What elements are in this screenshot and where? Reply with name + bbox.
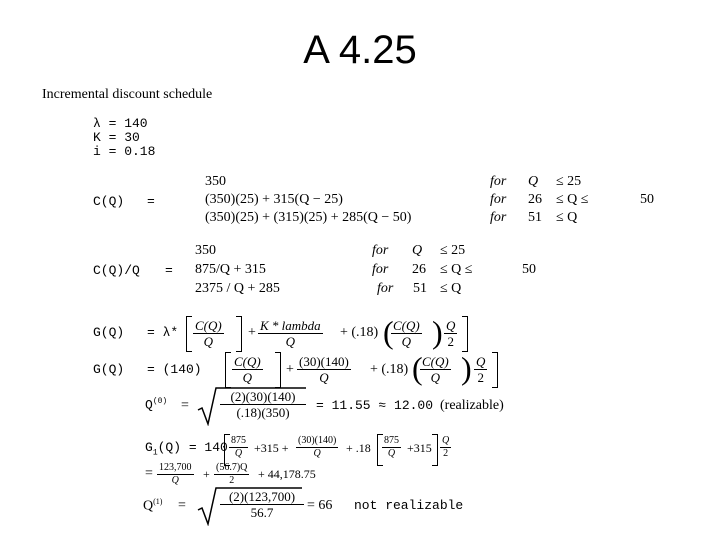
q1-result: = 66 <box>307 498 333 513</box>
g-numeric-frac-4: $\frac{Q}{2}$ <box>476 354 486 385</box>
g1s-eq: = <box>145 466 153 481</box>
cost-row-2-cond: ≤ Q ≤ <box>556 192 589 207</box>
g-general-label: G(Q) <box>93 325 125 340</box>
unit-cost-row-2-cond2: 50 <box>522 262 536 277</box>
cost-row-1-expr: 350 <box>205 174 226 189</box>
unit-cost-row-1-cond: ≤ 25 <box>440 243 466 258</box>
g1s-frac-b: $\frac{(56.7)Q}{2}$ <box>216 462 248 486</box>
cost-eq: = <box>147 194 155 209</box>
q1-note: not realizable <box>354 498 464 513</box>
g-numeric-paren-right: ) <box>461 350 472 386</box>
g1s-plus: + <box>203 467 210 481</box>
g1-frac-c: $\frac{875}{Q}$ <box>384 435 399 459</box>
param-i: i = 0.18 <box>93 144 156 159</box>
g1-frac-d: $\frac{Q}{2}$ <box>442 435 450 459</box>
g1s-rest: + 44,178.75 <box>258 467 316 481</box>
g-numeric-bracket-right <box>275 352 281 388</box>
unit-cost-row-2-cond: ≤ Q ≤ <box>440 262 473 277</box>
q0-eq: = <box>181 398 189 413</box>
g-numeric-label: G(Q) <box>93 362 125 377</box>
q1-eq: = <box>178 498 186 513</box>
unit-cost-row-3-var: 51 <box>413 281 427 296</box>
g-general-bracket-close <box>462 316 468 352</box>
cost-row-2-for: for <box>490 192 507 207</box>
g-general-paren-left: ( <box>383 314 394 350</box>
cost-row-1-var: Q <box>528 174 539 189</box>
cost-row-3-expr: (350)(25) + (315)(25) + 285(Q − 50) <box>205 210 412 225</box>
g1-frac-b: $\frac{(30)(140)}{Q}$ <box>298 435 337 459</box>
cost-row-1-for: for <box>490 174 507 189</box>
param-lambda: λ = 140 <box>93 116 148 131</box>
g-numeric-bracket-close <box>492 352 498 388</box>
q0-result: = 11.55 ≈ 12.00 <box>316 398 434 413</box>
unit-cost-row-3-for: for <box>377 281 394 296</box>
q1-label: $Q^{(1)}$ <box>143 497 163 514</box>
g1-label: $G_1(Q) = 140$ <box>145 440 228 458</box>
cost-row-2-var: 26 <box>528 192 542 207</box>
g-general-frac-1: $\frac{C(Q)}{Q}$ <box>195 318 222 349</box>
q0-note: (realizable) <box>440 398 504 413</box>
g-numeric-plus-2: + (.18) <box>370 362 409 377</box>
g1s-frac-a: $\frac{123,700}{Q}$ <box>159 462 192 486</box>
q0-label: $Q^{(0)}$ <box>145 397 168 413</box>
cost-row-2-expr: (350)(25) + 315(Q − 25) <box>205 192 343 207</box>
cost-row-3-for: for <box>490 210 507 225</box>
g-numeric-bracket-left <box>225 352 231 388</box>
section-heading: Incremental discount schedule <box>42 87 213 102</box>
slide-title: A 4.25 <box>303 28 417 72</box>
g-general-plus-1: + <box>248 325 256 340</box>
g-general-frac-4: $\frac{Q}{2}$ <box>446 318 456 349</box>
unit-cost-row-1-expr: 350 <box>195 243 216 258</box>
g-general-bracket-right <box>236 316 242 352</box>
g1-plus-c: +315 <box>407 441 432 455</box>
g-numeric-plus-1: + <box>286 362 294 377</box>
g-general-plus-2: + (.18) <box>340 325 379 340</box>
unit-cost-label: C(Q)/Q <box>93 263 140 278</box>
param-k: K = 30 <box>93 130 140 145</box>
g-general-paren-right: ) <box>432 314 443 350</box>
g-numeric-frac-1: $\frac{C(Q)}{Q}$ <box>234 354 261 385</box>
unit-cost-row-2-expr: 875/Q + 315 <box>195 262 266 277</box>
g1-bracket-inner-right <box>432 434 438 466</box>
q1-fraction: $\frac{(2)(123,700)}{56.7}$ <box>220 489 304 520</box>
g1-frac-a: $\frac{875}{Q}$ <box>231 435 246 459</box>
g-general-frac-2: K * lambda Q <box>260 318 321 349</box>
g-numeric-frac-2: $\frac{(30)(140)}{Q}$ <box>299 354 349 385</box>
cost-label: C(Q) <box>93 194 125 209</box>
cost-row-1-cond: ≤ 25 <box>556 174 582 189</box>
g-general-bracket-left <box>186 316 192 352</box>
unit-cost-row-1-for: for <box>372 243 389 258</box>
g-numeric-frac-3: $\frac{C(Q)}{Q}$ <box>422 354 449 385</box>
unit-cost-row-1-var: Q <box>412 243 423 258</box>
g-numeric-eq: = (140) <box>147 362 202 377</box>
g-numeric-paren-left: ( <box>412 350 423 386</box>
unit-cost-row-2-for: for <box>372 262 389 277</box>
cost-row-3-cond: ≤ Q <box>556 210 578 225</box>
g-general-frac-3: $\frac{C(Q)}{Q}$ <box>393 318 420 349</box>
unit-cost-eq: = <box>165 263 173 278</box>
cost-row-2-cond2: 50 <box>640 192 654 207</box>
q0-fraction: $\frac{(2)(30)(140)}{(.18)(350)}$ <box>220 389 306 420</box>
unit-cost-row-2-var: 26 <box>412 262 426 277</box>
g1-plus-a: +315 + <box>254 441 289 455</box>
cost-row-3-var: 51 <box>528 210 542 225</box>
g1-plus-b: + .18 <box>346 441 371 455</box>
unit-cost-row-3-cond: ≤ Q <box>440 281 462 296</box>
g-general-eq: = λ* <box>147 325 179 340</box>
unit-cost-row-3-expr: 2375 / Q + 285 <box>195 281 280 296</box>
